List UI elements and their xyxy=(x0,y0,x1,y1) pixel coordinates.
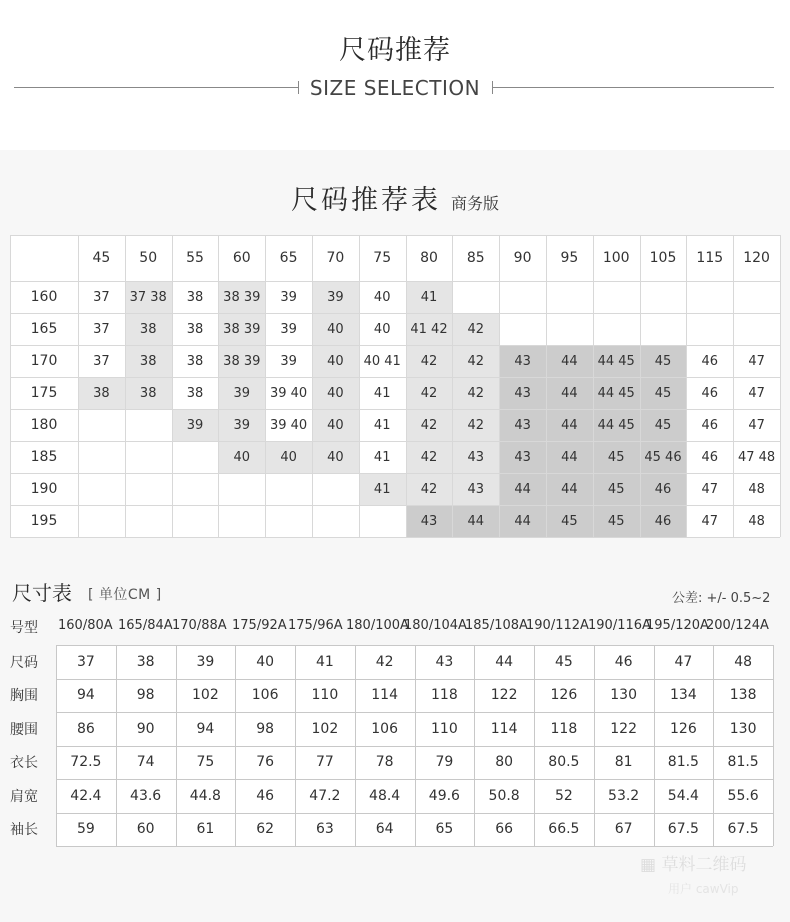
size-cell: 48 xyxy=(733,505,780,537)
qr-icon: ▦ xyxy=(640,855,657,875)
size-cell: 41 xyxy=(359,409,406,441)
size-cell: 45 xyxy=(546,505,593,537)
table-cell: 55.6 xyxy=(727,787,759,804)
table-cell: 47 xyxy=(674,653,693,670)
size-cell: 47 xyxy=(733,345,780,377)
table-cell: 54.4 xyxy=(667,787,699,804)
table-cell: 60 xyxy=(136,821,155,838)
size-cell: 47 xyxy=(686,473,733,505)
size-cell: 39 xyxy=(265,281,312,313)
grid-line xyxy=(56,813,773,814)
size-cell: 43 xyxy=(452,441,499,473)
table-cell: 46 xyxy=(614,653,633,670)
size-cell xyxy=(125,441,172,473)
size-cell: 40 xyxy=(265,441,312,473)
size-cell xyxy=(125,505,172,537)
size-cell xyxy=(265,473,312,505)
size-cell: 44 xyxy=(499,505,546,537)
table-cell: 98 xyxy=(256,720,275,737)
table-cell: 122 xyxy=(610,720,637,737)
size-cell: 45 46 xyxy=(640,441,687,473)
grid-line xyxy=(10,473,780,474)
size-cell: 46 xyxy=(686,441,733,473)
grid-line xyxy=(56,712,773,713)
grid-line xyxy=(10,377,780,378)
table-cell: 52 xyxy=(554,787,573,804)
size-cell: 39 40 xyxy=(265,377,312,409)
size-cell xyxy=(499,281,546,313)
size-cell xyxy=(218,473,265,505)
recommend-title xyxy=(0,178,790,217)
size-cell xyxy=(733,313,780,345)
size-cell xyxy=(686,281,733,313)
model-cell: 160/80A xyxy=(58,618,113,633)
size-cell: 44 45 xyxy=(593,409,640,441)
size-cell: 46 xyxy=(686,377,733,409)
size-cell: 38 xyxy=(125,345,172,377)
table-cell: 61 xyxy=(196,821,215,838)
grid-line xyxy=(10,235,780,236)
table-cell: 94 xyxy=(196,720,215,737)
size-cell: 39 40 xyxy=(265,409,312,441)
size-cell: 39 xyxy=(265,345,312,377)
height-label: 160 xyxy=(30,289,58,305)
table-cell: 81.5 xyxy=(727,754,759,771)
height-label: 170 xyxy=(30,353,58,369)
size-cell: 42 xyxy=(406,377,453,409)
table-cell: 81 xyxy=(614,754,633,771)
height-label: 165 xyxy=(30,321,58,337)
watermark-user: 用户 cawVip xyxy=(668,882,739,896)
size-cell: 43 xyxy=(452,473,499,505)
size-cell: 37 xyxy=(78,345,125,377)
size-cell xyxy=(172,505,219,537)
size-cell xyxy=(218,505,265,537)
model-cell: 190/112A xyxy=(526,618,589,633)
table-cell: 130 xyxy=(729,720,757,737)
size-cell: 45 xyxy=(593,441,640,473)
model-cell: 175/96A xyxy=(288,618,343,633)
recommend-edition: 商务版 xyxy=(450,194,499,213)
table-cell: 46 xyxy=(256,787,275,804)
table-cell: 45 xyxy=(554,653,573,670)
table-cell: 81.5 xyxy=(667,754,699,771)
size-cell: 41 xyxy=(359,473,406,505)
size-cell: 39 xyxy=(218,377,265,409)
grid-line xyxy=(56,645,773,646)
table-cell: 42 xyxy=(375,653,394,670)
table-cell: 126 xyxy=(550,687,578,704)
size-cell: 43 xyxy=(499,377,546,409)
header xyxy=(0,0,790,150)
weight-header: 45 xyxy=(92,250,111,266)
size-cell xyxy=(359,505,406,537)
table-cell: 49.6 xyxy=(428,787,460,804)
height-label: 175 xyxy=(30,385,58,401)
size-cell xyxy=(78,409,125,441)
table-cell: 78 xyxy=(375,754,394,771)
size-cell: 42 xyxy=(452,313,499,345)
grid-line xyxy=(10,537,780,538)
size-cell: 40 xyxy=(312,377,359,409)
size-cell: 38 xyxy=(78,377,125,409)
size-cell: 38 39 xyxy=(218,313,265,345)
weight-header: 115 xyxy=(696,250,724,266)
model-cell: 175/92A xyxy=(232,618,287,633)
size-cell: 46 xyxy=(640,473,687,505)
size-cell: 41 xyxy=(359,377,406,409)
size-cell: 41 42 xyxy=(406,313,453,345)
table-cell: 67.5 xyxy=(667,821,699,838)
table-cell: 106 xyxy=(371,720,398,737)
size-cell: 43 xyxy=(406,505,453,537)
table-cell: 102 xyxy=(311,720,339,737)
size-cell: 45 xyxy=(640,409,687,441)
row-label: 衣长 xyxy=(10,755,38,772)
size-cell: 38 39 xyxy=(218,345,265,377)
table-cell: 62 xyxy=(256,821,275,838)
table-cell: 75 xyxy=(196,754,215,771)
row-label: 尺码 xyxy=(10,654,38,671)
size-cell: 37 xyxy=(78,313,125,345)
table-cell: 65 xyxy=(435,821,454,838)
weight-header: 60 xyxy=(232,250,251,266)
table-cell: 66 xyxy=(495,821,514,838)
size-cell xyxy=(546,313,593,345)
table-cell: 42.4 xyxy=(70,787,102,804)
table-cell: 86 xyxy=(76,720,95,737)
weight-header: 120 xyxy=(743,250,770,266)
weight-header: 100 xyxy=(602,250,630,266)
size-cell: 45 xyxy=(593,473,640,505)
size-cell: 45 xyxy=(593,505,640,537)
table-cell: 44.8 xyxy=(189,787,221,804)
size-cell: 38 xyxy=(172,313,219,345)
size-cell: 40 41 xyxy=(359,345,406,377)
size-cell: 42 xyxy=(452,345,499,377)
weight-header: 50 xyxy=(139,250,158,266)
size-cell xyxy=(265,505,312,537)
table-cell: 114 xyxy=(490,720,518,737)
size-cell xyxy=(640,281,687,313)
weight-header: 75 xyxy=(373,250,392,266)
size-cell: 42 xyxy=(406,409,453,441)
table-cell: 48 xyxy=(734,653,753,670)
page-subtitle: SIZE SELECTION xyxy=(309,76,481,100)
size-cell: 44 xyxy=(546,441,593,473)
grid-line xyxy=(56,846,773,847)
page-title: 尺码推荐 xyxy=(339,35,451,66)
table-cell: 39 xyxy=(196,653,215,670)
grid-line xyxy=(56,679,773,680)
size-cell: 38 xyxy=(125,313,172,345)
table-cell: 110 xyxy=(431,720,458,737)
table-cell: 66.5 xyxy=(548,821,580,838)
size-cell xyxy=(499,313,546,345)
size-cell: 40 xyxy=(359,281,406,313)
table-cell: 63 xyxy=(315,821,334,838)
grid-line xyxy=(56,779,773,780)
size-cell: 44 xyxy=(546,409,593,441)
table-cell: 72.5 xyxy=(70,754,102,771)
table-cell: 53.2 xyxy=(608,787,640,804)
size-cell xyxy=(125,473,172,505)
size-cell: 43 xyxy=(499,345,546,377)
size-cell xyxy=(312,473,359,505)
size-cell: 40 xyxy=(312,409,359,441)
size-cell: 46 xyxy=(640,505,687,537)
table-cell: 102 xyxy=(192,687,219,704)
size-cell xyxy=(172,473,219,505)
table-cell: 64 xyxy=(375,821,394,838)
size-cell: 44 xyxy=(546,345,593,377)
size-cell xyxy=(546,281,593,313)
size-cell: 40 xyxy=(218,441,265,473)
table-cell: 74 xyxy=(136,754,155,771)
model-cell: 185/108A xyxy=(465,618,528,633)
size-cell: 47 xyxy=(733,377,780,409)
size-cell: 41 xyxy=(359,441,406,473)
table-cell: 43 xyxy=(435,653,454,670)
size-cell: 45 xyxy=(640,345,687,377)
model-cell: 180/100A xyxy=(346,618,409,633)
watermark-text: 草料二维码 xyxy=(661,855,747,875)
table-cell: 37 xyxy=(76,653,95,670)
table-cell: 40 xyxy=(256,653,275,670)
size-cell: 39 xyxy=(312,281,359,313)
size-cell: 48 xyxy=(733,473,780,505)
table-cell: 38 xyxy=(136,653,155,670)
table-cell: 76 xyxy=(256,754,275,771)
size-cell: 44 xyxy=(499,473,546,505)
size-cell: 39 xyxy=(265,313,312,345)
watermark xyxy=(640,850,746,875)
table-cell: 98 xyxy=(136,687,155,704)
model-cell: 195/120A xyxy=(646,618,709,633)
recommend-title-text: 尺码推荐表 xyxy=(290,185,441,216)
table-cell: 47.2 xyxy=(309,787,341,804)
grid-line xyxy=(10,345,780,346)
weight-header: 105 xyxy=(649,250,677,266)
table-cell: 138 xyxy=(729,687,757,704)
table-cell: 94 xyxy=(76,687,95,704)
size-cell: 44 xyxy=(546,377,593,409)
model-cell: 200/124A xyxy=(706,618,769,633)
size-cell: 46 xyxy=(686,345,733,377)
size-cell: 39 xyxy=(172,409,219,441)
size-cell: 47 48 xyxy=(733,441,780,473)
table-cell: 44 xyxy=(495,653,514,670)
size-cell xyxy=(78,473,125,505)
table-cell: 118 xyxy=(550,720,578,737)
row-label: 袖长 xyxy=(10,822,38,839)
weight-header: 65 xyxy=(279,250,298,266)
table-cell: 110 xyxy=(311,687,339,704)
row-label: 肩宽 xyxy=(10,788,38,805)
model-cell: 165/84A xyxy=(118,618,173,633)
size-cell: 42 xyxy=(406,345,453,377)
height-label: 185 xyxy=(30,449,58,465)
size-cell: 46 xyxy=(686,409,733,441)
size-cell: 44 xyxy=(546,473,593,505)
size-cell xyxy=(78,441,125,473)
table-cell: 122 xyxy=(490,687,518,704)
table-cell: 130 xyxy=(610,687,637,704)
height-label: 190 xyxy=(30,481,58,497)
model-row xyxy=(10,616,790,638)
grid-line xyxy=(10,409,780,410)
table-cell: 67 xyxy=(614,821,633,838)
grid-line xyxy=(773,645,774,846)
weight-header: 95 xyxy=(560,250,579,266)
size-cell: 40 xyxy=(312,345,359,377)
size-cell xyxy=(312,505,359,537)
size-cell: 37 38 xyxy=(125,281,172,313)
model-cell: 190/116A xyxy=(588,618,651,633)
size-cell: 38 xyxy=(172,377,219,409)
size-cell xyxy=(78,505,125,537)
size-cell: 45 xyxy=(640,377,687,409)
size-cell: 42 xyxy=(406,473,453,505)
size-cell: 41 xyxy=(406,281,453,313)
table-cell: 126 xyxy=(670,720,697,737)
recommend-table xyxy=(10,235,780,537)
size-cell: 38 xyxy=(172,345,219,377)
table-cell: 77 xyxy=(315,754,334,771)
tolerance-note: 公差: +/- 0.5~2 xyxy=(672,591,771,606)
grid-line xyxy=(10,313,780,314)
table-cell: 134 xyxy=(670,687,697,704)
size-cell xyxy=(733,281,780,313)
height-label: 180 xyxy=(30,417,58,433)
weight-header: 80 xyxy=(420,250,438,266)
size-cell: 40 xyxy=(312,313,359,345)
size-cell xyxy=(593,281,640,313)
model-cell: 180/104A xyxy=(404,618,467,633)
model-cell: 170/88A xyxy=(172,618,227,633)
grid-line xyxy=(780,235,781,537)
size-cell xyxy=(640,313,687,345)
table-cell: 114 xyxy=(371,687,398,704)
size-table xyxy=(10,645,773,845)
size-cell: 44 45 xyxy=(593,377,640,409)
size-table-unit: [ 单位CM ] xyxy=(88,587,162,603)
table-cell: 59 xyxy=(76,821,95,838)
size-cell: 43 xyxy=(499,409,546,441)
grid-line xyxy=(10,441,780,442)
size-cell xyxy=(593,313,640,345)
model-label: 号型 xyxy=(10,620,38,636)
table-cell: 80.5 xyxy=(548,754,580,771)
size-cell: 38 39 xyxy=(218,281,265,313)
table-cell: 43.6 xyxy=(130,787,162,804)
size-cell: 44 xyxy=(452,505,499,537)
size-cell: 37 xyxy=(78,281,125,313)
size-cell xyxy=(125,409,172,441)
size-cell: 47 xyxy=(733,409,780,441)
row-label: 腰围 xyxy=(10,721,38,738)
weight-header: 70 xyxy=(326,250,345,266)
size-cell: 39 xyxy=(218,409,265,441)
weight-header: 90 xyxy=(513,250,532,266)
table-cell: 79 xyxy=(435,754,454,771)
grid-line xyxy=(56,746,773,747)
size-cell xyxy=(452,281,499,313)
weight-header: 85 xyxy=(466,250,485,266)
table-cell: 67.5 xyxy=(727,821,759,838)
table-cell: 118 xyxy=(431,687,458,704)
size-cell: 38 xyxy=(125,377,172,409)
size-table-title: 尺寸表 xyxy=(12,581,72,605)
size-cell xyxy=(172,441,219,473)
table-cell: 80 xyxy=(495,754,514,771)
table-cell: 50.8 xyxy=(488,787,520,804)
size-cell: 42 xyxy=(406,441,453,473)
size-cell xyxy=(686,313,733,345)
size-cell: 40 xyxy=(359,313,406,345)
size-cell: 42 xyxy=(452,409,499,441)
size-cell: 47 xyxy=(686,505,733,537)
weight-header: 55 xyxy=(186,250,204,266)
grid-line xyxy=(10,505,780,506)
table-cell: 41 xyxy=(315,653,334,670)
row-label: 胸围 xyxy=(10,688,38,705)
size-cell: 40 xyxy=(312,441,359,473)
divider-right xyxy=(492,87,774,88)
size-cell: 43 xyxy=(499,441,546,473)
size-cell: 38 xyxy=(172,281,219,313)
size-cell: 44 45 xyxy=(593,345,640,377)
height-label: 195 xyxy=(30,513,58,529)
table-cell: 90 xyxy=(136,720,155,737)
table-cell: 48.4 xyxy=(369,787,401,804)
grid-line xyxy=(10,281,780,282)
table-cell: 106 xyxy=(251,687,279,704)
size-cell: 42 xyxy=(452,377,499,409)
